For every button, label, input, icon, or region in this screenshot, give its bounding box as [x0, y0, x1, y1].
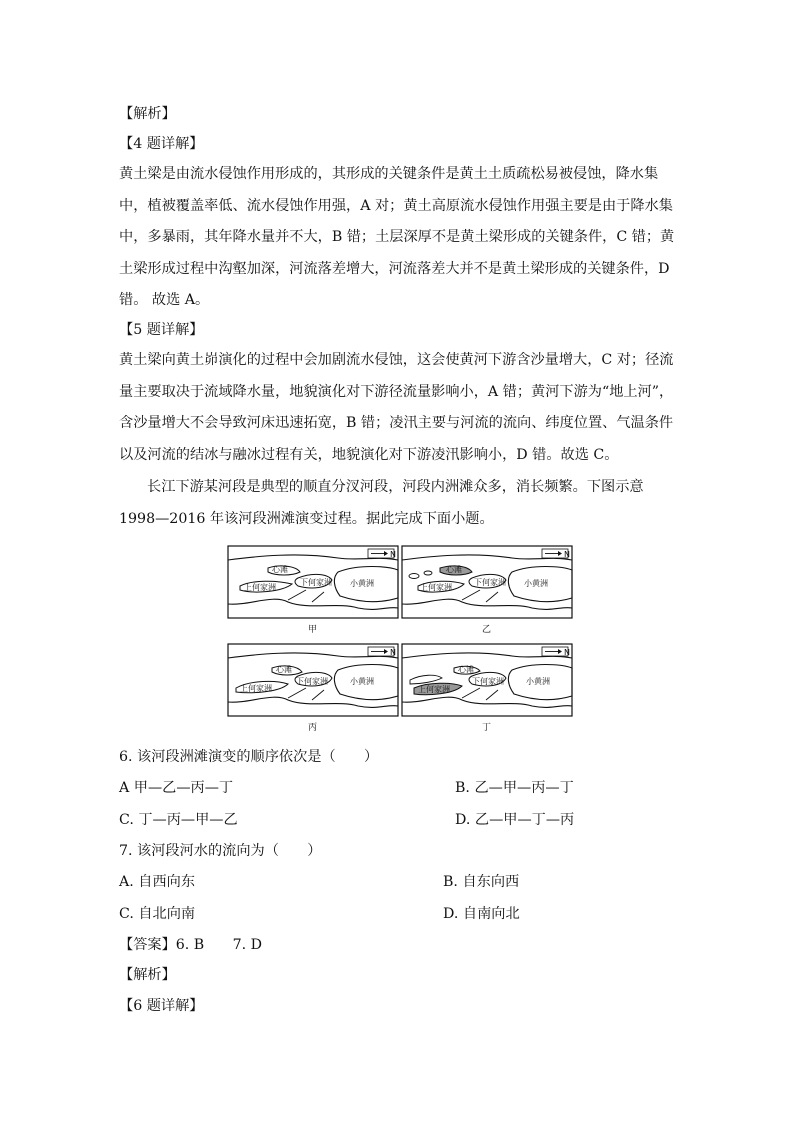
q5-detail-paragraph	[119, 345, 674, 471]
label-xiahe-jia: 下何家洲	[300, 578, 332, 587]
label-xiahe-yi: 下何家洲	[474, 578, 506, 587]
north-label-yi: N	[564, 550, 570, 559]
q4-line-5: 错。 故选 A。	[119, 292, 210, 308]
q6-option-b[interactable]: B. 乙—甲—丙—丁	[455, 780, 574, 796]
q5-detail-heading: 【5 题详解】	[119, 322, 204, 338]
label-shanghe-jia: 上何家洲	[244, 583, 276, 592]
label-xiaohuang-bing: 小黄洲	[350, 677, 374, 686]
label-shanghe-bing: 上何家洲	[240, 684, 272, 693]
north-label-jia: N	[390, 550, 396, 559]
label-xiaohuang-ding: 小黄洲	[526, 677, 550, 686]
panel-yi	[402, 546, 572, 635]
panel-bing	[228, 644, 398, 733]
q7-option-c[interactable]: C. 自北向南	[119, 906, 196, 922]
analysis-heading-2: 【解析】	[119, 967, 176, 983]
q4-line-2: 中，植被覆盖率低、流水侵蚀作用强，A 对；黄土高原流水侵蚀作用强主要是由于降水集	[119, 197, 673, 214]
q6-option-a[interactable]: A 甲—乙—丙—丁	[119, 780, 234, 796]
panel-jia	[228, 546, 398, 635]
caption-yi: 乙	[482, 625, 492, 635]
q5-line-2: 量主要取决于流域降水量，地貌演化对下游径流量影响小，A 错；黄河下游为“地上河”，	[119, 383, 674, 400]
q4-line-1: 黄土梁是由流水侵蚀作用形成的，其形成的关键条件是黄土土质疏松易被侵蚀，降水集	[119, 166, 659, 182]
label-xiahe-bing: 下何家洲	[296, 677, 328, 686]
river-evolution-svg	[222, 542, 578, 738]
label-xintan-jia: 心滩	[272, 565, 288, 574]
q6-detail-heading: 【6 题详解】	[119, 998, 204, 1014]
q6-stem: 6. 该河段洲滩演变的顺序依次是（ ）	[119, 749, 379, 765]
north-label-bing: N	[390, 648, 396, 657]
q5-line-3: 含沙量增大不会导致河床迅速拓宽，B 错；凌汛主要与河流的流向、纬度位置、气温条件	[119, 415, 674, 431]
q7-option-b[interactable]: B. 自东向西	[443, 874, 520, 890]
label-shanghe-ding: 上何家洲	[418, 685, 450, 694]
panel-ding	[402, 644, 572, 733]
q6-option-d[interactable]: D. 乙—甲—丁—丙	[455, 812, 575, 828]
label-xiahe-ding: 下何家洲	[472, 677, 504, 686]
label-xintan-bing: 心滩	[276, 665, 292, 674]
q4-line-4: 土梁形成过程中沟壑加深，河流落差增大，河流落差大并不是黄土梁形成的关键条件，D	[119, 260, 670, 277]
river-evolution-figure	[222, 542, 578, 738]
intro-line-1: 长江下游某河段是典型的顺直分汊河段，河段内洲滩众多，消长频繁。下图示意	[147, 479, 644, 495]
q5-line-4: 以及河流的结冰与融冰过程有关，地貌演化对下游凌汛影响小，D 错。故选 C。	[119, 446, 619, 463]
label-xiaohuang-jia: 小黄洲	[350, 579, 374, 588]
q4-line-3: 中，多暴雨，其年降水量并不大，B 错；土层深厚不是黄土梁形成的关键条件，C 错；黄	[119, 229, 675, 245]
q4-detail-heading: 【4 题详解】	[119, 136, 204, 152]
answer-line: 【答案】6. B 7. D	[119, 937, 263, 953]
label-xintan-yi: 心滩	[446, 565, 462, 574]
caption-ding: 丁	[482, 723, 492, 733]
q7-stem: 7. 该河段河水的流向为（ ）	[119, 843, 322, 859]
label-xiaohuang-yi: 小黄洲	[524, 579, 548, 588]
label-xintan-ding: 心滩	[458, 665, 474, 674]
q7-option-a[interactable]: A. 自西向东	[119, 874, 196, 890]
caption-bing: 丙	[308, 723, 318, 733]
north-label-ding: N	[564, 648, 570, 657]
analysis-heading: 【解析】	[119, 106, 176, 122]
label-shanghe-yi: 上何家洲	[420, 583, 452, 592]
q4-detail-paragraph	[119, 159, 675, 317]
intro-line-2: 1998—2016 年该河段洲滩演变过程。据此完成下面小题。	[119, 511, 494, 527]
caption-jia: 甲	[308, 625, 318, 635]
q7-option-d[interactable]: D. 自南向北	[443, 906, 520, 922]
q5-line-1: 黄土梁向黄土峁演化的过程中会加剧流水侵蚀，这会使黄河下游含沙量增大，C 对；径流	[119, 352, 674, 368]
q6-option-c[interactable]: C. 丁—丙—甲—乙	[119, 812, 238, 828]
